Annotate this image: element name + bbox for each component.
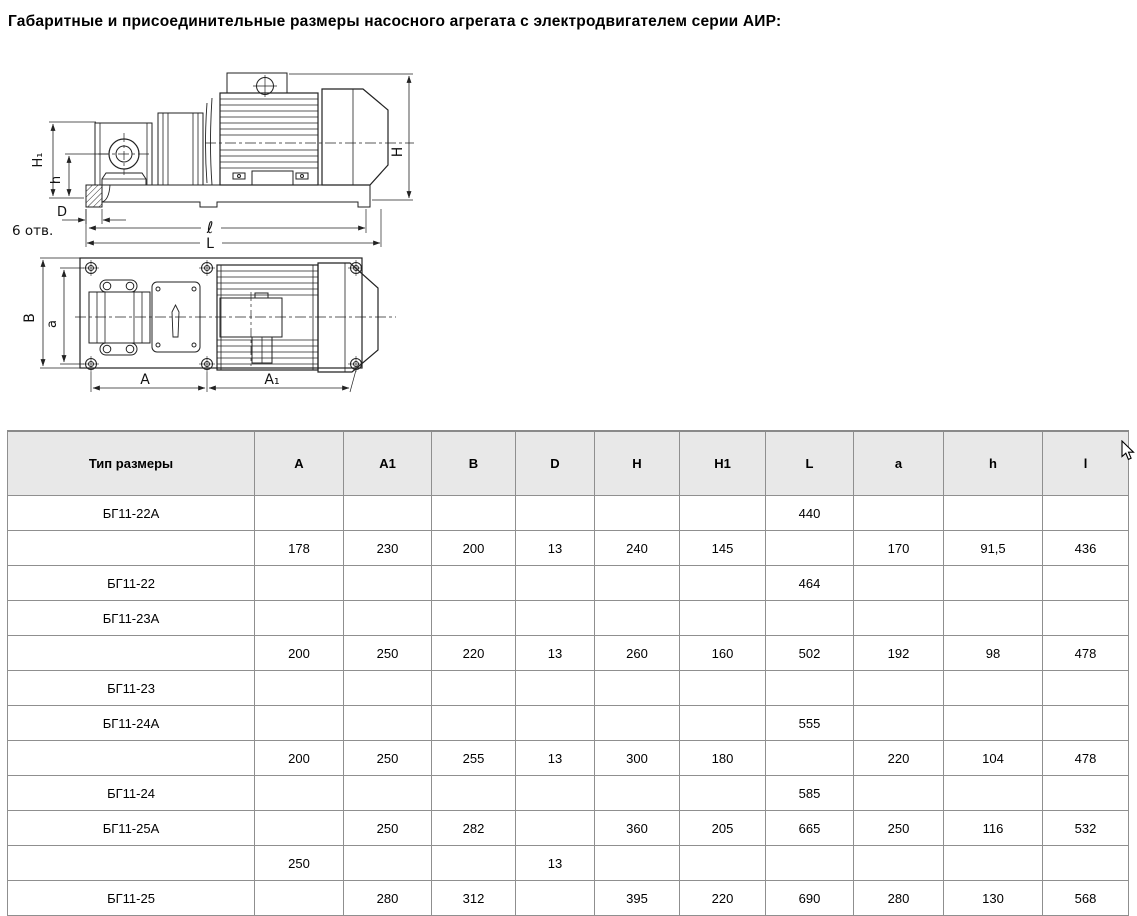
table-cell (516, 881, 595, 916)
table-cell (680, 566, 766, 601)
column-header: A (255, 431, 344, 496)
table-cell: 690 (766, 881, 854, 916)
table-cell: 250 (255, 846, 344, 881)
table-cell: 13 (516, 846, 595, 881)
table-cell (8, 636, 255, 671)
table-cell (255, 706, 344, 741)
table-cell (766, 671, 854, 706)
table-cell: 220 (680, 881, 766, 916)
baseplate-side (86, 185, 370, 207)
table-cell: 282 (432, 811, 516, 846)
table-cell (516, 811, 595, 846)
table-cell (432, 776, 516, 811)
table-cell (595, 671, 680, 706)
table-cell (854, 496, 944, 531)
table-cell (8, 741, 255, 776)
table-row (8, 496, 1129, 531)
table-cell (255, 811, 344, 846)
table-cell (766, 601, 854, 636)
column-header: h (944, 431, 1043, 496)
page-title: Габаритные и присоединительные размеры насосного агрегата с электродвигателем серии АИР: (8, 13, 782, 30)
column-header: H1 (680, 431, 766, 496)
table-cell: 98 (944, 636, 1043, 671)
hole-section-hatch (86, 185, 102, 207)
table-cell (680, 496, 766, 531)
table-cell (255, 496, 344, 531)
dim-label-B: B (22, 313, 38, 323)
table-row (8, 811, 1129, 846)
table-cell (854, 566, 944, 601)
table-cell (1043, 846, 1129, 881)
table-cell (344, 846, 432, 881)
table-cell: 250 (344, 636, 432, 671)
dim-label-h1: H₁ (31, 152, 46, 168)
table-cell (255, 566, 344, 601)
column-header: B (432, 431, 516, 496)
column-header: D (516, 431, 595, 496)
table-cell: БГ11-25 (8, 881, 255, 916)
table-cell (516, 671, 595, 706)
table-cell (1043, 671, 1129, 706)
table-cell (516, 601, 595, 636)
table-cell: 360 (595, 811, 680, 846)
table-cell: 205 (680, 811, 766, 846)
table-cell: БГ11-24А (8, 706, 255, 741)
table-cell: 478 (1043, 636, 1129, 671)
table-cell (595, 601, 680, 636)
technical-drawing (0, 55, 450, 415)
dim-label-ell: ℓ (206, 218, 214, 237)
table-cell (344, 706, 432, 741)
table-body (8, 496, 1129, 916)
table-cell (595, 846, 680, 881)
table-cell (1043, 706, 1129, 741)
table-cell: 665 (766, 811, 854, 846)
table-cell: 145 (680, 531, 766, 566)
table-cell (595, 706, 680, 741)
table-cell (8, 846, 255, 881)
table-cell (944, 671, 1043, 706)
table-cell (1043, 496, 1129, 531)
table-row (8, 566, 1129, 601)
table-cell: БГ11-25А (8, 811, 255, 846)
table-cell: 13 (516, 741, 595, 776)
dimensions-table (7, 430, 1129, 916)
table-cell (432, 706, 516, 741)
table-cell: 250 (344, 811, 432, 846)
column-header: Тип размеры (8, 431, 255, 496)
table-cell (854, 601, 944, 636)
table-row (8, 846, 1129, 881)
table-cell: 478 (1043, 741, 1129, 776)
table-cell: 220 (854, 741, 944, 776)
table-cell (516, 496, 595, 531)
table-cell: 532 (1043, 811, 1129, 846)
table-row (8, 671, 1129, 706)
table-cell: 91,5 (944, 531, 1043, 566)
table-cell: 436 (1043, 531, 1129, 566)
table-cell: 130 (944, 881, 1043, 916)
table-cell (766, 741, 854, 776)
table-cell: БГ11-22А (8, 496, 255, 531)
table-cell: 180 (680, 741, 766, 776)
dim-label-h: h (49, 175, 64, 185)
table-cell (255, 601, 344, 636)
table-cell: 250 (344, 741, 432, 776)
table-cell (1043, 776, 1129, 811)
table-cell (854, 706, 944, 741)
table-cell: 200 (432, 531, 516, 566)
table-cell (854, 671, 944, 706)
table-cell (1043, 601, 1129, 636)
dim-label-D: D (57, 205, 68, 220)
table-cell (766, 846, 854, 881)
table-row (8, 881, 1129, 916)
table-cell: 170 (854, 531, 944, 566)
table-cell (432, 601, 516, 636)
table-row (8, 776, 1129, 811)
table-cell (944, 776, 1043, 811)
table-cell: 250 (854, 811, 944, 846)
table-cell: 13 (516, 636, 595, 671)
top-view (40, 258, 396, 392)
dim-label-a: a (45, 320, 60, 328)
column-header: l (1043, 431, 1129, 496)
table-cell (432, 566, 516, 601)
table-cell (516, 776, 595, 811)
table-cell (766, 531, 854, 566)
table-cell: 585 (766, 776, 854, 811)
table-cell (255, 671, 344, 706)
table-cell (944, 846, 1043, 881)
column-header: A1 (344, 431, 432, 496)
table-cell (516, 566, 595, 601)
table-cell (944, 496, 1043, 531)
table-cell: 200 (255, 636, 344, 671)
table-row (8, 531, 1129, 566)
table-cell (944, 566, 1043, 601)
table-cell: 464 (766, 566, 854, 601)
table-cell: 312 (432, 881, 516, 916)
table-cell: 260 (595, 636, 680, 671)
table-cell: 192 (854, 636, 944, 671)
table-cell: 178 (255, 531, 344, 566)
table-cell: 395 (595, 881, 680, 916)
table-cell: 440 (766, 496, 854, 531)
coupling-guard-side (158, 113, 203, 185)
table-cell: 200 (255, 741, 344, 776)
table-cell: 555 (766, 706, 854, 741)
fan-cowl-top (318, 263, 378, 372)
table-cell: 502 (766, 636, 854, 671)
table-cell: 280 (344, 881, 432, 916)
table-cell: 280 (854, 881, 944, 916)
table-cell: БГ11-24 (8, 776, 255, 811)
table-cell (944, 706, 1043, 741)
table-cell (432, 671, 516, 706)
side-view (49, 73, 414, 247)
table-cell: 104 (944, 741, 1043, 776)
table-header-row (8, 431, 1129, 496)
dim-label-A1: A₁ (264, 372, 280, 388)
table-cell: 230 (344, 531, 432, 566)
table-cell (854, 776, 944, 811)
table-cell (516, 706, 595, 741)
table-row (8, 706, 1129, 741)
column-header: a (854, 431, 944, 496)
table-cell (344, 671, 432, 706)
table-cell (944, 601, 1043, 636)
table-cell (8, 531, 255, 566)
motor-top (217, 265, 318, 370)
table-cell (854, 846, 944, 881)
table-cell (255, 776, 344, 811)
table-cell: БГ11-23 (8, 671, 255, 706)
table-cell (344, 776, 432, 811)
table-cell (595, 496, 680, 531)
table-row (8, 636, 1129, 671)
table-cell: 220 (432, 636, 516, 671)
table-cell: 240 (595, 531, 680, 566)
table-cell (680, 706, 766, 741)
table-cell: БГ11-22 (8, 566, 255, 601)
table-cell (344, 601, 432, 636)
dim-label-L: L (206, 236, 214, 252)
holes-note: 6 отв. (12, 223, 54, 239)
table-cell: 116 (944, 811, 1043, 846)
table-row (8, 741, 1129, 776)
pump-top (89, 292, 150, 343)
table-row (8, 601, 1129, 636)
dim-label-H: H (390, 146, 406, 158)
table-cell (595, 776, 680, 811)
table-cell (432, 846, 516, 881)
column-header: L (766, 431, 854, 496)
dim-label-A: A (140, 372, 150, 388)
table-cell (680, 601, 766, 636)
table-cell: 300 (595, 741, 680, 776)
fan-cowl-side (322, 89, 388, 185)
table-cell (680, 671, 766, 706)
table-cell (680, 776, 766, 811)
table-cell: 255 (432, 741, 516, 776)
mouse-cursor (1121, 440, 1137, 462)
table-cell: 160 (680, 636, 766, 671)
table-cell (595, 566, 680, 601)
table-cell (432, 496, 516, 531)
table-cell (680, 846, 766, 881)
table-cell: 568 (1043, 881, 1129, 916)
table-cell: БГ11-23А (8, 601, 255, 636)
table-cell (1043, 566, 1129, 601)
table-cell (344, 496, 432, 531)
table-cell (344, 566, 432, 601)
table-cell: 13 (516, 531, 595, 566)
table-cell (255, 881, 344, 916)
column-header: H (595, 431, 680, 496)
